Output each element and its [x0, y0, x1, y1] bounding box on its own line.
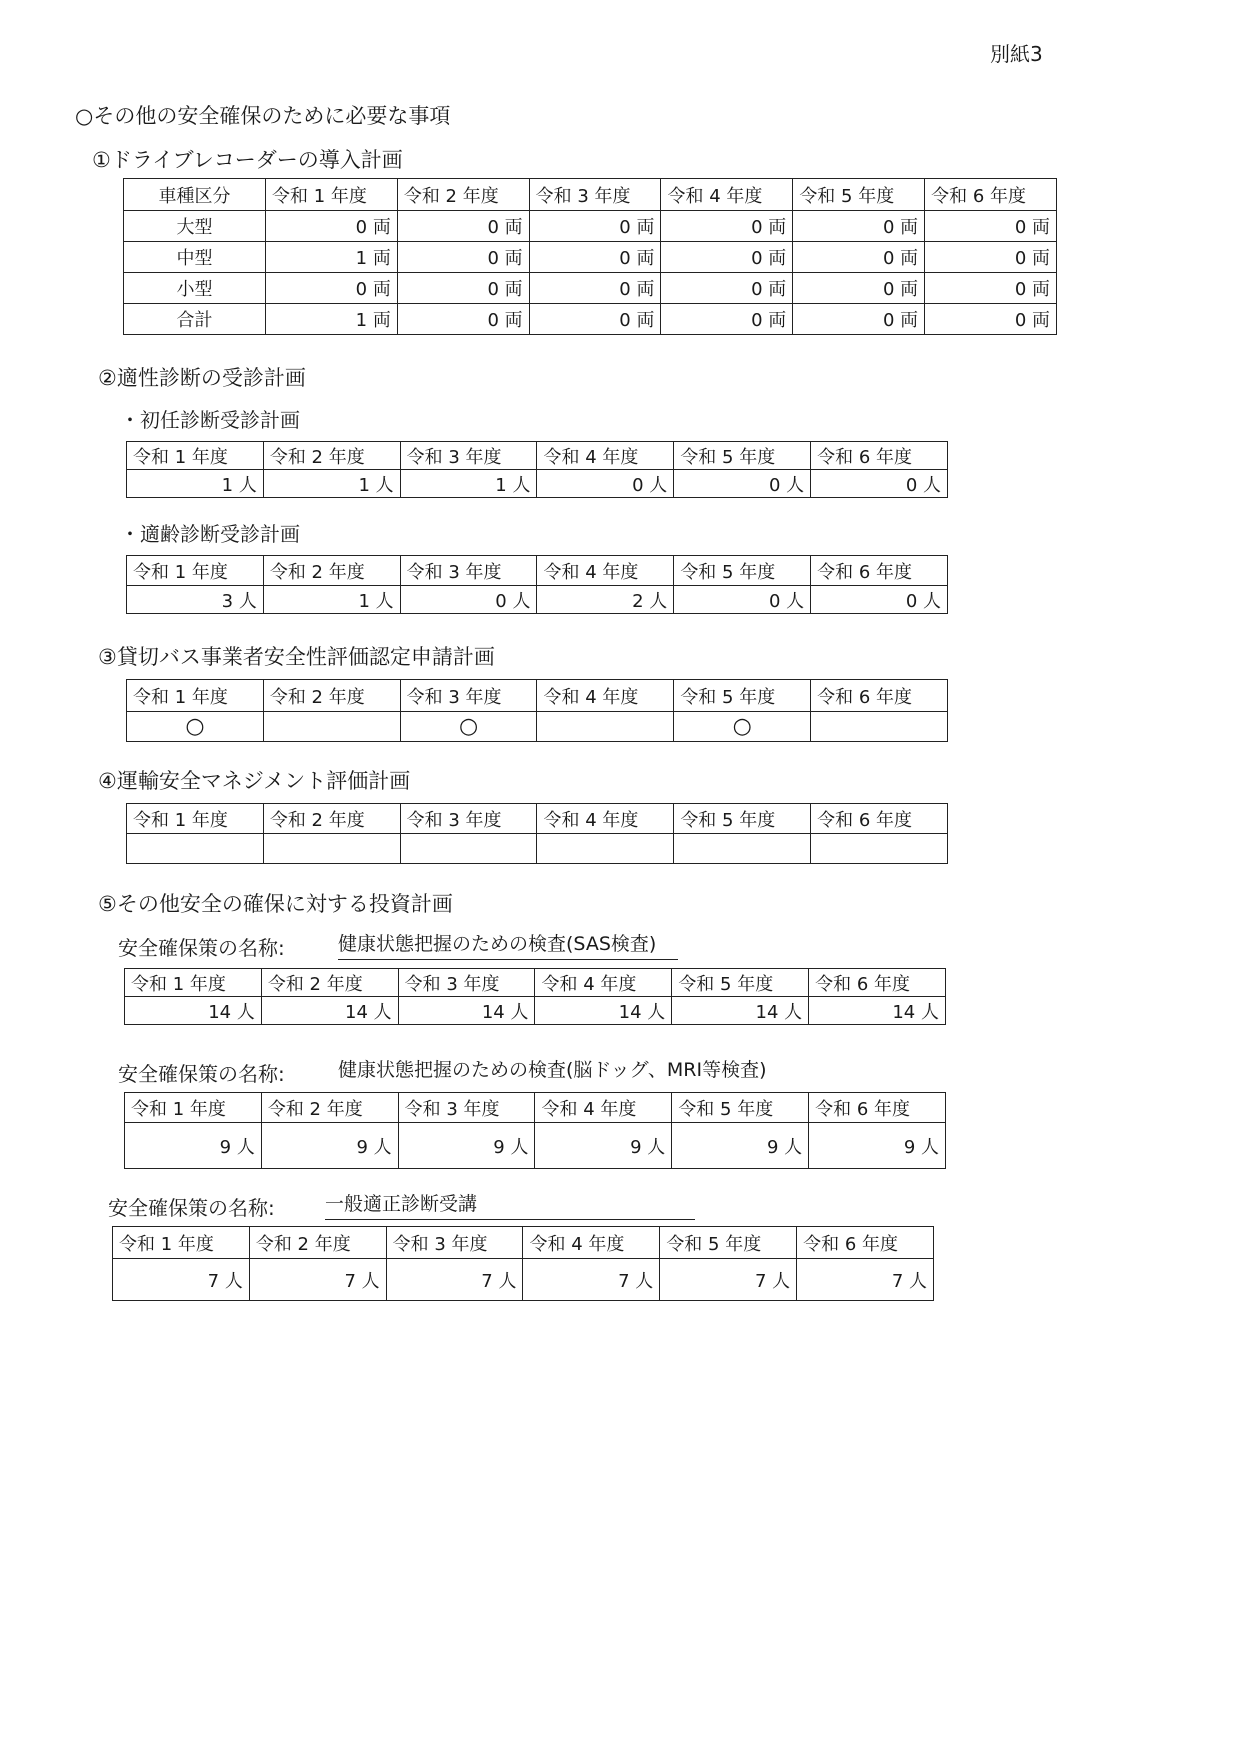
table-cell: 9 人 [672, 1123, 809, 1169]
table-cell: 0 両 [925, 273, 1057, 304]
table-cell: 0 人 [674, 470, 811, 498]
table-header-row [127, 442, 948, 470]
table-cell: 0 両 [397, 304, 529, 335]
year-header: 令和 2 年度 [263, 442, 400, 470]
measure-name: 健康状態把握のための検査(脳ドッグ、MRI等検査) [338, 1059, 767, 1081]
section-aptitude-heading: ②適性診断の受診計画 [98, 366, 306, 390]
year-header: 令和 2 年度 [397, 179, 529, 211]
table-cell: 0 両 [925, 211, 1057, 242]
table-cell [263, 834, 400, 864]
year-header: 令和 4 年度 [661, 179, 793, 211]
year-header: 令和 6 年度 [811, 804, 948, 834]
table-cell: 3 人 [127, 586, 264, 614]
table-header-row [127, 680, 948, 712]
table-cell: 0 両 [266, 273, 398, 304]
measure-label: 安全確保策の名称: [118, 1062, 285, 1086]
table-cell [811, 712, 948, 742]
table-row [113, 1259, 934, 1301]
table-cell [537, 834, 674, 864]
year-header: 令和 5 年度 [674, 442, 811, 470]
table-cell: 0 両 [397, 273, 529, 304]
year-header: 令和 6 年度 [811, 556, 948, 586]
table-cell: 0 人 [537, 470, 674, 498]
table-cell: 1 人 [263, 470, 400, 498]
year-header: 令和 3 年度 [529, 179, 661, 211]
table-cell: 0 両 [397, 242, 529, 273]
year-header: 令和 4 年度 [537, 442, 674, 470]
year-header: 令和 1 年度 [127, 556, 264, 586]
year-header: 令和 2 年度 [261, 1093, 398, 1123]
table-cell: 9 人 [125, 1123, 262, 1169]
year-header: 令和 1 年度 [127, 442, 264, 470]
year-header: 令和 4 年度 [535, 1093, 672, 1123]
drive-recorder-table [123, 178, 1057, 335]
measure-label: 安全確保策の名称: [118, 936, 285, 960]
table-cell: 7 人 [249, 1259, 386, 1301]
table-cell: 9 人 [809, 1123, 946, 1169]
year-header: 令和 2 年度 [263, 680, 400, 712]
table-cell: 7 人 [797, 1259, 934, 1301]
table-cell: 9 人 [535, 1123, 672, 1169]
table-header-row [113, 1227, 934, 1259]
table-cell: 0 両 [266, 211, 398, 242]
table-header-row [125, 969, 946, 997]
initial-diagnosis-table [126, 441, 948, 498]
year-header: 令和 6 年度 [811, 442, 948, 470]
table-cell: 0 両 [793, 211, 925, 242]
year-header: 令和 3 年度 [398, 969, 535, 997]
measure-table-general [112, 1226, 934, 1301]
table-cell: 1 人 [400, 470, 537, 498]
table-cell: ○ [127, 712, 264, 742]
table-row [124, 242, 1057, 273]
year-header: 令和 1 年度 [266, 179, 398, 211]
table-cell: 0 両 [925, 242, 1057, 273]
year-header: 令和 5 年度 [672, 969, 809, 997]
table-cell [811, 834, 948, 864]
safety-evaluation-table [126, 679, 948, 742]
table-row [125, 1123, 946, 1169]
table-cell: 2 人 [537, 586, 674, 614]
year-header: 令和 3 年度 [400, 556, 537, 586]
table-header-row [127, 556, 948, 586]
year-header: 令和 2 年度 [249, 1227, 386, 1259]
year-header: 令和 1 年度 [125, 1093, 262, 1123]
year-header: 令和 1 年度 [127, 804, 264, 834]
table-cell: 0 両 [661, 242, 793, 273]
row-label: 中型 [124, 242, 266, 273]
age-diagnosis-table [126, 555, 948, 614]
measure-label: 安全確保策の名称: [108, 1196, 275, 1220]
year-header: 令和 4 年度 [537, 556, 674, 586]
table-cell: 14 人 [398, 997, 535, 1025]
table-cell: 7 人 [113, 1259, 250, 1301]
table-cell: 7 人 [660, 1259, 797, 1301]
table-cell: 14 人 [535, 997, 672, 1025]
section-transport-safety-heading: ④運輸安全マネジメント評価計画 [98, 769, 411, 793]
table-cell [537, 712, 674, 742]
measure-name: 健康状態把握のための検査(SAS検査) [338, 929, 678, 960]
table-cell: 14 人 [125, 997, 262, 1025]
table-cell: 1 人 [263, 586, 400, 614]
table-cell: 9 人 [261, 1123, 398, 1169]
table-cell: ○ [400, 712, 537, 742]
year-header: 令和 5 年度 [674, 804, 811, 834]
year-header: 令和 6 年度 [809, 1093, 946, 1123]
table-cell [400, 834, 537, 864]
table-cell [674, 834, 811, 864]
year-header: 令和 6 年度 [797, 1227, 934, 1259]
table-header-row [124, 179, 1057, 211]
year-header: 令和 1 年度 [127, 680, 264, 712]
table-cell: 7 人 [386, 1259, 523, 1301]
section-safety-evaluation-heading: ③貸切バス事業者安全性評価認定申請計画 [98, 645, 495, 669]
year-header: 令和 5 年度 [660, 1227, 797, 1259]
table-header-row [125, 1093, 946, 1123]
table-cell: 14 人 [809, 997, 946, 1025]
table-row [127, 586, 948, 614]
year-header: 令和 5 年度 [793, 179, 925, 211]
year-header: 令和 2 年度 [261, 969, 398, 997]
year-header: 令和 5 年度 [672, 1093, 809, 1123]
table-cell: 1 両 [266, 304, 398, 335]
table-row [124, 211, 1057, 242]
section-investment-heading: ⑤その他安全の確保に対する投資計画 [98, 892, 453, 916]
year-header: 令和 3 年度 [400, 680, 537, 712]
year-header: 令和 5 年度 [674, 556, 811, 586]
table-header-row [127, 804, 948, 834]
year-header: 令和 6 年度 [809, 969, 946, 997]
section-drive-recorder-heading: ①ドライブレコーダーの導入計画 [92, 148, 403, 172]
table-cell: 0 人 [400, 586, 537, 614]
table-cell: 0 両 [661, 273, 793, 304]
year-header: 令和 1 年度 [113, 1227, 250, 1259]
table-cell: 14 人 [261, 997, 398, 1025]
table-cell: 0 両 [793, 242, 925, 273]
attachment-label: 別紙3 [990, 42, 1043, 66]
corner-header: 車種区分 [124, 179, 266, 211]
table-row [127, 712, 948, 742]
table-cell: 1 両 [266, 242, 398, 273]
table-row [124, 304, 1057, 335]
year-header: 令和 3 年度 [386, 1227, 523, 1259]
year-header: 令和 4 年度 [535, 969, 672, 997]
table-cell: 0 人 [811, 586, 948, 614]
year-header: 令和 3 年度 [398, 1093, 535, 1123]
year-header: 令和 2 年度 [263, 804, 400, 834]
table-cell: 14 人 [672, 997, 809, 1025]
table-cell: 0 両 [529, 304, 661, 335]
table-cell: 9 人 [398, 1123, 535, 1169]
year-header: 令和 4 年度 [523, 1227, 660, 1259]
year-header: 令和 3 年度 [400, 804, 537, 834]
year-header: 令和 2 年度 [263, 556, 400, 586]
row-label: 小型 [124, 273, 266, 304]
table-row [127, 834, 948, 864]
table-cell: 0 両 [661, 211, 793, 242]
table-cell: 0 両 [529, 242, 661, 273]
table-cell: 0 両 [529, 273, 661, 304]
row-label: 合計 [124, 304, 266, 335]
year-header: 令和 4 年度 [537, 680, 674, 712]
measure-table-sas [124, 968, 946, 1025]
table-cell: 7 人 [523, 1259, 660, 1301]
age-diagnosis-label: ・適齢診断受診計画 [120, 522, 300, 546]
table-cell: 0 両 [793, 273, 925, 304]
year-header: 令和 6 年度 [811, 680, 948, 712]
measure-name: 一般適正診断受講 [325, 1189, 695, 1220]
table-cell: 0 両 [529, 211, 661, 242]
year-header: 令和 4 年度 [537, 804, 674, 834]
table-row [124, 273, 1057, 304]
table-cell: 0 両 [925, 304, 1057, 335]
table-cell: 0 両 [793, 304, 925, 335]
table-cell: ○ [674, 712, 811, 742]
year-header: 令和 3 年度 [400, 442, 537, 470]
year-header: 令和 6 年度 [925, 179, 1057, 211]
row-label: 大型 [124, 211, 266, 242]
table-cell: 1 人 [127, 470, 264, 498]
transport-safety-table [126, 803, 948, 864]
table-row [125, 997, 946, 1025]
table-cell [127, 834, 264, 864]
initial-diagnosis-label: ・初任診断受診計画 [120, 408, 300, 432]
table-cell: 0 人 [811, 470, 948, 498]
table-cell [263, 712, 400, 742]
table-row [127, 470, 948, 498]
table-cell: 0 両 [397, 211, 529, 242]
table-cell: 0 人 [674, 586, 811, 614]
year-header: 令和 5 年度 [674, 680, 811, 712]
table-cell: 0 両 [661, 304, 793, 335]
year-header: 令和 1 年度 [125, 969, 262, 997]
measure-table-mri [124, 1092, 946, 1169]
page-title: ○その他の安全確保のために必要な事項 [75, 104, 451, 128]
